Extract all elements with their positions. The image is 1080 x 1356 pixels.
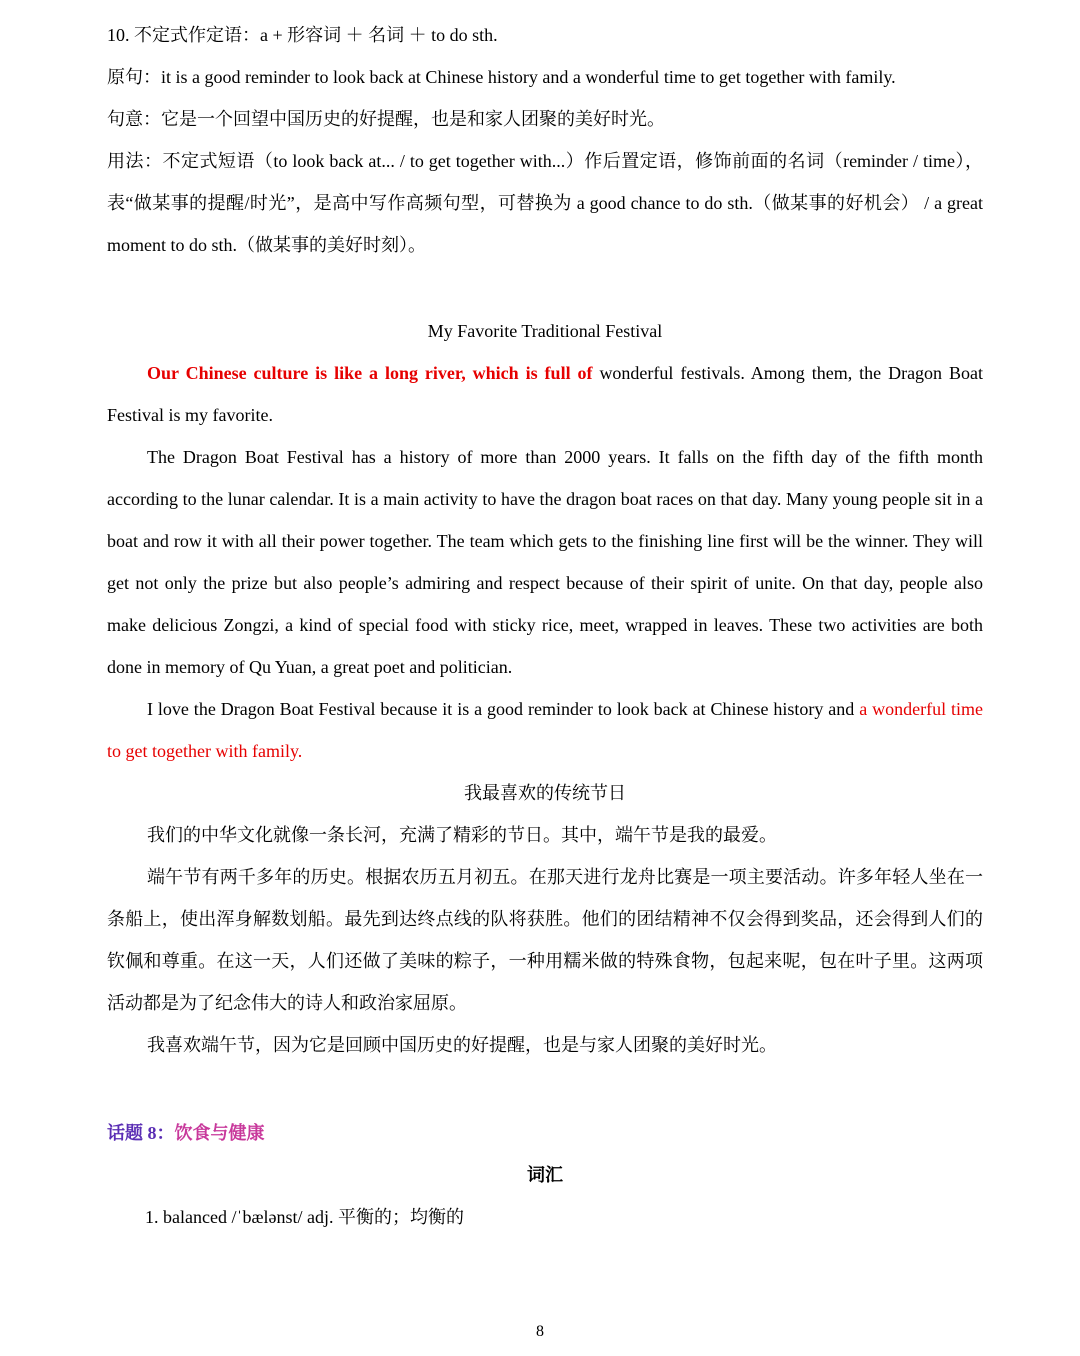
- translation-paragraph-1: 我们的中华文化就像一条长河，充满了精彩的节日。其中，端午节是我的最爱。: [147, 825, 777, 845]
- essay-paragraph-1: [107, 352, 983, 436]
- grammar-point-10: 10. 不定式作定语：a + 形容词 ＋ 名词 ＋ to do sth.: [107, 25, 498, 45]
- translation-title: 我最喜欢的传统节日: [464, 783, 626, 803]
- original-sentence: 原句：it is a good reminder to look back at Chinese history and a wonderful time to get together with family.: [107, 67, 896, 87]
- topic-8-title: 饮食与健康: [174, 1123, 265, 1143]
- vocabulary-item-1: 1. balanced /ˈbælənst/ adj. 平衡的；均衡的: [145, 1207, 464, 1227]
- sentence-meaning: 句意：它是一个回望中国历史的好提醒，也是和家人团聚的美好时光。: [107, 109, 665, 129]
- essay-p3-highlight: a wonderful time to get together with family.: [107, 699, 983, 761]
- usage-note: 用法：不定式短语（to look back at... / to get together with...）作后置定语，修饰前面的名词（reminder / time），表“做某事的提醒/时光”，是高中写作高频句型，可替换为 a good chance to do sth.（做某事的好机会） / a great moment to do sth.（做某事的美好时刻）。: [107, 151, 983, 255]
- translation-paragraph-3: 我喜欢端午节，因为它是回顾中国历史的好提醒，也是与家人团聚的美好时光。: [147, 1035, 777, 1055]
- essay-p1-highlight: Our Chinese culture is like a long river, which is full of: [147, 363, 600, 383]
- vocabulary-heading: 词汇: [527, 1165, 563, 1185]
- page-number: 8: [536, 1323, 544, 1340]
- translation-paragraph-2: 端午节有两千多年的历史。根据农历五月初五。在那天进行龙舟比赛是一项主要活动。许多年轻人坐在一条船上，使出浑身解数划船。最先到达终点线的队将获胜。他们的团结精神不仅会得到奖品，还会得到人们的钦佩和尊重。在这一天，人们还做了美味的粽子，一种用糯米做的特殊食物，包起来呢，包在叶子里。这两项活动都是为了纪念伟大的诗人和政治家屈原。: [107, 867, 983, 1013]
- essay-title: My Favorite Traditional Festival: [427, 321, 663, 341]
- topic-8-label: 话题 8：: [107, 1123, 175, 1143]
- essay-paragraph-2: The Dragon Boat Festival has a history of more than 2000 years. It falls on the fifth day of the fifth month according to the lunar calendar. It is a main activity to have the dragon boat races on that day. Many young people sit in a boat and row it with all their power together. The team which gets to the finishing line first will be the winner. They will get not only the prize but also people’s admiring and respect because of their spirit of unite. On that day, people also make delicious Zongzi, a kind of special food with sticky rice, meet, wrapped in leaves. These two activities are both done in memory of Qu Yuan, a great poet and politician.: [107, 447, 983, 677]
- essay-paragraph-3: [107, 688, 983, 772]
- essay-p3-black: I love the Dragon Boat Festival because it is a good reminder to look back at Chinese history and: [147, 699, 860, 719]
- essay-p1-rest: wonderful festivals. Among them, the Dragon Boat Festival is my favorite.: [107, 363, 983, 425]
- topic-8-heading: [107, 1112, 983, 1154]
